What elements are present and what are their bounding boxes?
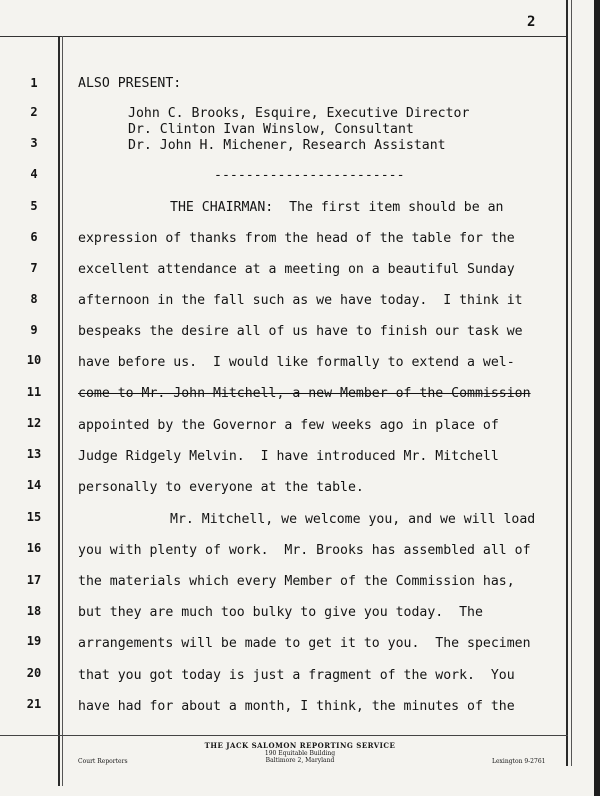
line-number: 11 [26,385,42,399]
attendee-line: Dr. John H. Michener, Research Assistant [128,138,446,153]
transcript-line: have before us. I would like formally to extend a wel- [78,355,515,370]
attendee-line: Dr. Clinton Ivan Winslow, Consultant [128,122,414,137]
right-margin-rule-inner [571,0,572,766]
left-margin-rule-inner [62,36,63,786]
line-number: 3 [30,136,38,150]
line-number: 13 [26,447,42,461]
line-number: 20 [26,666,42,680]
line-number: 10 [26,353,42,367]
line-number: 2 [30,105,38,119]
transcript-line-struck: come to Mr. John Mitchell, a new Member of the Commission [78,386,531,401]
line-number: 18 [26,604,42,618]
line-number: 14 [26,478,42,492]
footer-address-line-1: 190 Equitable Building [264,750,336,757]
transcript-line: appointed by the Governor a few weeks ago in place of [78,418,499,433]
line-number: 6 [30,230,38,244]
bottom-rule [0,735,568,736]
footer-right-label: Lexington 9-2761 [492,758,546,765]
transcript-line: Judge Ridgely Melvin. I have introduced Mr. Mitchell [78,449,499,464]
line-number: 1 [30,76,38,90]
attendee-line: John C. Brooks, Esquire, Executive Director [128,106,470,121]
transcript-line: expression of thanks from the head of the table for the [78,231,515,246]
transcript-line: afternoon in the fall such as we have today. I think it [78,293,523,308]
line-number: 9 [30,323,38,337]
heading-also-present: ALSO PRESENT: [78,76,182,91]
page-edge-shadow [594,0,600,796]
line-number: 15 [26,510,42,524]
left-margin-rule [58,36,60,786]
transcript-line: personally to everyone at the table. [78,480,364,495]
separator-dashes: ------------------------ [214,168,405,183]
transcript-line: excellent attendance at a meeting on a beautiful Sunday [78,262,515,277]
transcript-line: THE CHAIRMAN: The first item should be an [170,200,504,215]
transcript-line: have had for about a month, I think, the minutes of the [78,699,515,714]
line-number: 16 [26,541,42,555]
footer-address-line-2: Baltimore 2, Maryland [265,757,335,764]
top-rule [0,36,568,37]
line-number: 12 [26,416,42,430]
line-number: 17 [26,573,42,587]
transcript-line: that you got today is just a fragment of the work. You [78,668,515,683]
line-number: 7 [30,261,38,275]
transcript-line: Mr. Mitchell, we welcome you, and we will load [170,512,536,527]
transcript-line: you with plenty of work. Mr. Brooks has assembled all of [78,543,531,558]
line-number: 8 [30,292,38,306]
line-number: 21 [26,697,42,711]
right-margin-rule [566,0,568,766]
line-number: 4 [30,167,38,181]
line-number: 5 [30,199,38,213]
page-number: 2 [527,14,536,30]
footer-left-label: Court Reporters [78,758,128,765]
footer-service-name: THE JACK SALOMON REPORTING SERVICE [204,741,396,750]
transcript-line: the materials which every Member of the Commission has, [78,574,515,589]
transcript-line: bespeaks the desire all of us have to finish our task we [78,324,523,339]
transcript-line: but they are much too bulky to give you today. The [78,605,483,620]
transcript-line: arrangements will be made to get it to you. The specimen [78,636,531,651]
line-number: 19 [26,634,42,648]
